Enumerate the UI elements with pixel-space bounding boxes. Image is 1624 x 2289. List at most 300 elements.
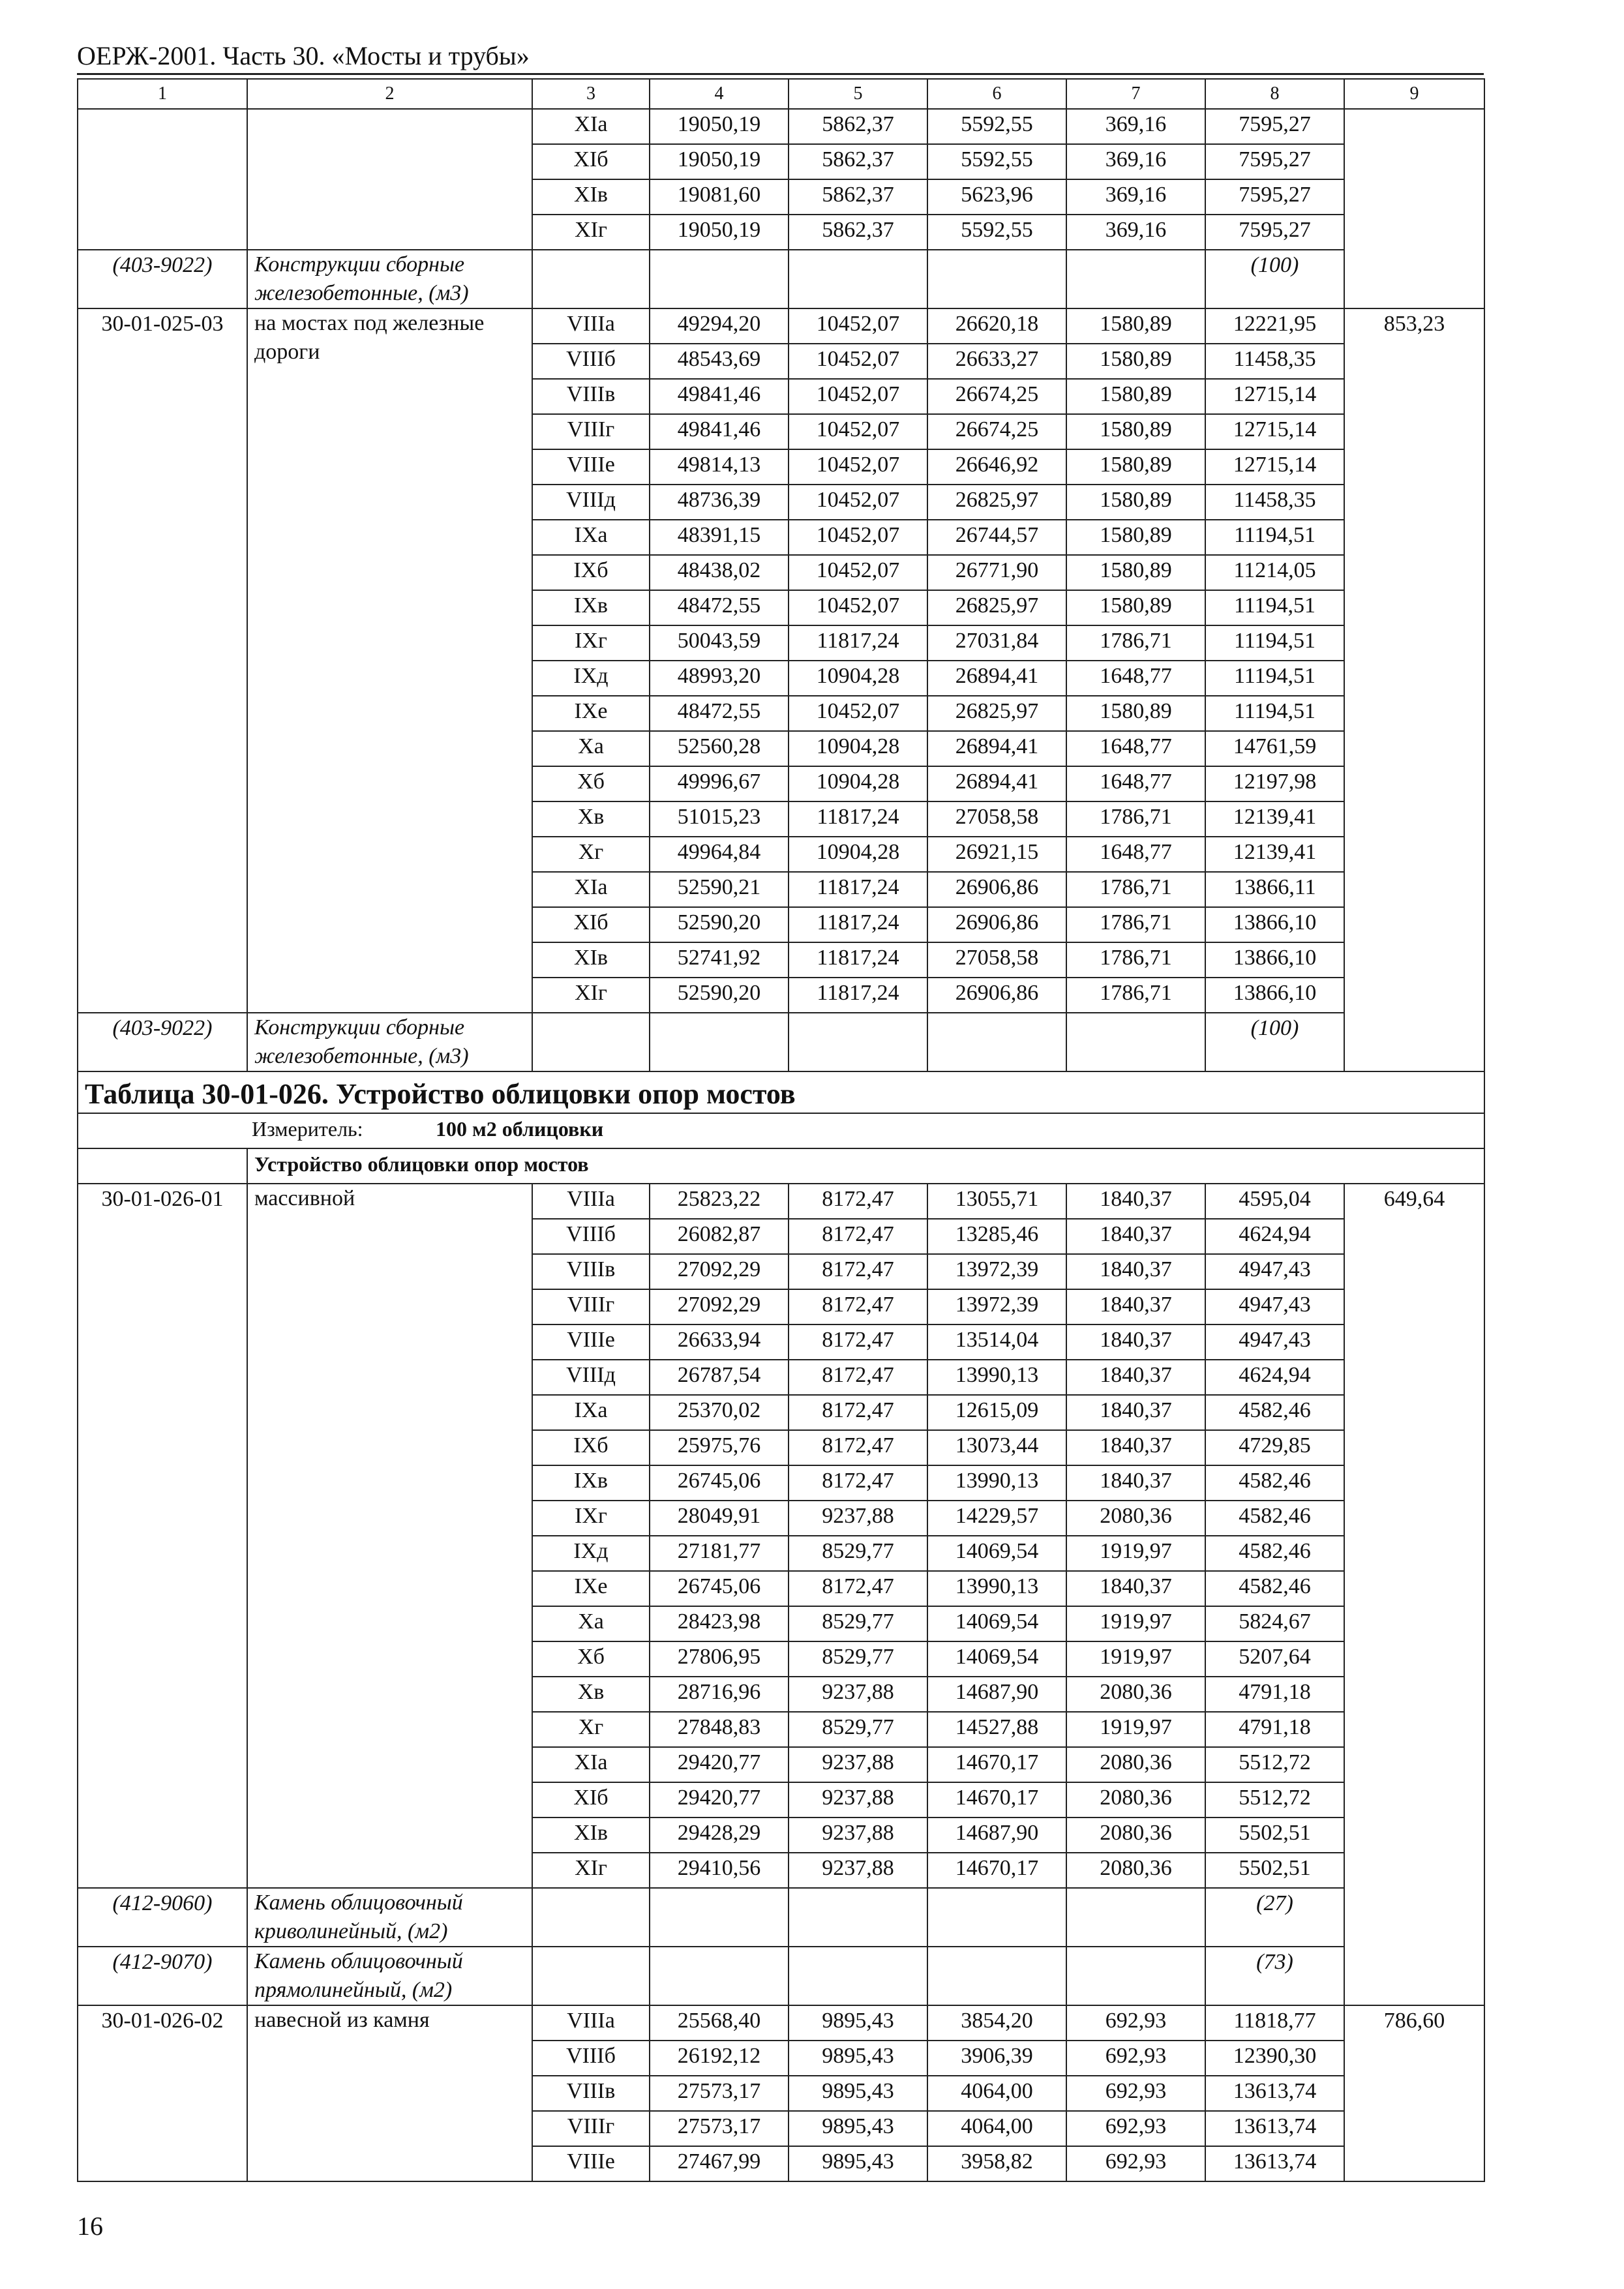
value-cell: 14069,54 [927,1641,1066,1677]
column-number: 9 [1344,79,1484,109]
value-cell: 26082,87 [650,1219,789,1254]
value-cell: 9895,43 [789,2111,927,2146]
value-cell: 48391,15 [650,520,789,555]
value-cell: 692,93 [1066,2146,1205,2181]
value-cell: 10904,28 [789,731,927,766]
value-cell: 1786,71 [1066,907,1205,942]
value-cell: 13990,13 [927,1360,1066,1395]
value-cell: 8172,47 [789,1360,927,1395]
value-cell: 8529,77 [789,1712,927,1747]
value-cell: 49814,13 [650,449,789,485]
column-number: 4 [650,79,789,109]
value-cell: 5862,37 [789,179,927,215]
code-cell: 30-01-026-01 [78,1184,247,1888]
measure-value: 100 м2 облицовки [436,1117,604,1141]
value-cell: 1648,77 [1066,766,1205,801]
value-cell: 1919,97 [1066,1641,1205,1677]
value-cell: 8172,47 [789,1289,927,1324]
value-cell: 52741,92 [650,942,789,978]
value-cell: 11194,51 [1205,625,1344,661]
page-number: 16 [77,2211,103,2241]
value-cell: 8172,47 [789,1430,927,1465]
value-cell: 27031,84 [927,625,1066,661]
value-cell: 8172,47 [789,1254,927,1289]
zone-cell: IXг [532,1501,650,1536]
value-cell: 26633,27 [927,344,1066,379]
value-cell: 49996,67 [650,766,789,801]
value-cell: 4582,46 [1205,1465,1344,1501]
value-cell: 2080,36 [1066,1501,1205,1536]
value-cell: 5502,51 [1205,1853,1344,1888]
value-cell: 4947,43 [1205,1254,1344,1289]
value-cell: 4064,00 [927,2076,1066,2111]
value-cell: 1786,71 [1066,801,1205,837]
value-cell: 26921,15 [927,837,1066,872]
resource-code: (403-9022) [78,250,247,308]
value-cell: 1840,37 [1066,1289,1205,1324]
value-cell: 13866,10 [1205,907,1344,942]
value-cell: 28716,96 [650,1677,789,1712]
column-number-row [78,79,1484,109]
value-cell: 9237,88 [789,1853,927,1888]
value-cell: 369,16 [1066,179,1205,215]
value-cell: 26787,54 [650,1360,789,1395]
value-cell: 4582,46 [1205,1501,1344,1536]
empty-cell [927,250,1066,308]
column-number: 8 [1205,79,1344,109]
value-cell: 26771,90 [927,555,1066,590]
value-cell: 27573,17 [650,2076,789,2111]
zone-cell: VIIIв [532,379,650,414]
value-cell: 4582,46 [1205,1536,1344,1571]
header-rule [77,73,1484,75]
value-cell: 11818,77 [1205,2005,1344,2041]
value-cell: 26825,97 [927,696,1066,731]
value-cell: 4595,04 [1205,1184,1344,1219]
zone-cell: VIIIг [532,414,650,449]
value-cell: 49841,46 [650,379,789,414]
resource-name: Камень облицовочный прямолинейный, (м2) [247,1947,532,2005]
value-cell: 29428,29 [650,1818,789,1853]
value-cell: 49841,46 [650,414,789,449]
value-cell: 13514,04 [927,1324,1066,1360]
zone-cell: Xа [532,1606,650,1641]
empty-cell [650,1888,789,1947]
section-title: Устройство облицовки опор мостов [247,1148,1484,1184]
value-cell: 5862,37 [789,144,927,179]
zone-cell: XIв [532,1818,650,1853]
value-cell: 13866,10 [1205,942,1344,978]
col9-cell [1344,109,1484,308]
value-cell: 11214,05 [1205,555,1344,590]
value-cell: 13866,10 [1205,978,1344,1013]
empty-cell [789,1947,927,2005]
value-cell: 11817,24 [789,942,927,978]
value-cell: 10452,07 [789,308,927,344]
value-cell: 1580,89 [1066,344,1205,379]
zone-cell: VIIIб [532,1219,650,1254]
value-cell: 26894,41 [927,766,1066,801]
value-cell: 5623,96 [927,179,1066,215]
table-row [78,109,1484,144]
empty-cell [927,1947,1066,2005]
value-cell: 14069,54 [927,1606,1066,1641]
value-cell: 9895,43 [789,2076,927,2111]
value-cell: 14687,90 [927,1677,1066,1712]
value-cell: 1648,77 [1066,837,1205,872]
value-cell: 3958,82 [927,2146,1066,2181]
rates-table-body [78,79,1484,2181]
value-cell: 10904,28 [789,837,927,872]
value-cell: 1919,97 [1066,1536,1205,1571]
zone-cell: XIв [532,942,650,978]
value-cell: 1840,37 [1066,1571,1205,1606]
value-cell: 4791,18 [1205,1677,1344,1712]
zone-cell: VIIIд [532,485,650,520]
zone-cell: VIIIа [532,2005,650,2041]
value-cell: 12197,98 [1205,766,1344,801]
value-cell: 25370,02 [650,1395,789,1430]
value-cell: 29420,77 [650,1782,789,1818]
value-cell: 10452,07 [789,520,927,555]
zone-cell: VIIIа [532,308,650,344]
value-cell: 13055,71 [927,1184,1066,1219]
value-cell: 10452,07 [789,449,927,485]
value-cell: 29410,56 [650,1853,789,1888]
zone-cell: Xг [532,837,650,872]
value-cell: 27058,58 [927,801,1066,837]
zone-cell: XIб [532,907,650,942]
value-cell: 8529,77 [789,1641,927,1677]
value-cell: 11817,24 [789,978,927,1013]
empty-cell [532,1888,650,1947]
value-cell: 1840,37 [1066,1324,1205,1360]
empty-cell [650,1013,789,1071]
value-cell: 5824,67 [1205,1606,1344,1641]
value-cell: 3854,20 [927,2005,1066,2041]
value-cell: 26674,25 [927,414,1066,449]
resource-row [78,1888,1484,1947]
value-cell: 1786,71 [1066,625,1205,661]
resource-code: (412-9060) [78,1888,247,1947]
zone-cell: VIIIд [532,1360,650,1395]
zone-cell: XIг [532,215,650,250]
value-cell: 9895,43 [789,2146,927,2181]
zone-cell: XIв [532,179,650,215]
empty-cell [1066,1013,1205,1071]
value-cell: 19050,19 [650,144,789,179]
resource-code: (412-9070) [78,1947,247,2005]
value-cell: 50043,59 [650,625,789,661]
value-cell: 9237,88 [789,1677,927,1712]
value-cell: 8529,77 [789,1536,927,1571]
value-cell: 48472,55 [650,590,789,625]
zone-cell: VIIIб [532,2041,650,2076]
value-cell: 4582,46 [1205,1571,1344,1606]
value-cell: 11194,51 [1205,520,1344,555]
value-cell: 9237,88 [789,1747,927,1782]
empty-cell [532,1013,650,1071]
zone-cell: IXд [532,661,650,696]
zone-cell: XIг [532,978,650,1013]
value-cell: 1840,37 [1066,1430,1205,1465]
value-cell: 10904,28 [789,766,927,801]
zone-cell: VIIIе [532,449,650,485]
value-cell: 692,93 [1066,2111,1205,2146]
col9-cell: 649,64 [1344,1184,1484,2005]
value-cell: 1840,37 [1066,1219,1205,1254]
zone-cell: IXа [532,520,650,555]
resource-name: Камень облицовочный криволинейный, (м2) [247,1888,532,1947]
value-cell: 1580,89 [1066,449,1205,485]
value-cell: 26906,86 [927,907,1066,942]
value-cell: 1786,71 [1066,978,1205,1013]
zone-cell: Xа [532,731,650,766]
value-cell: 13613,74 [1205,2111,1344,2146]
value-cell: 9895,43 [789,2041,927,2076]
value-cell: 5592,55 [927,109,1066,144]
value-cell: 9895,43 [789,2005,927,2041]
value-cell: 2080,36 [1066,1853,1205,1888]
value-cell: 4582,46 [1205,1395,1344,1430]
zone-cell: Xг [532,1712,650,1747]
value-cell: 4947,43 [1205,1289,1344,1324]
value-cell: 12139,41 [1205,837,1344,872]
value-cell: 1840,37 [1066,1395,1205,1430]
value-cell: 25568,40 [650,2005,789,2041]
value-cell: 5207,64 [1205,1641,1344,1677]
value-cell: 27092,29 [650,1254,789,1289]
value-cell: 7595,27 [1205,109,1344,144]
zone-cell: VIIIе [532,1324,650,1360]
zone-cell: Xв [532,801,650,837]
value-cell: 10452,07 [789,590,927,625]
value-cell: 26646,92 [927,449,1066,485]
value-cell: 19050,19 [650,109,789,144]
resource-row [78,1947,1484,2005]
value-cell: 1840,37 [1066,1184,1205,1219]
value-cell: 12715,14 [1205,414,1344,449]
table-row [78,308,1484,344]
value-cell: 27467,99 [650,2146,789,2181]
value-cell: 8172,47 [789,1465,927,1501]
zone-cell: VIIIг [532,2111,650,2146]
value-cell: 8172,47 [789,1571,927,1606]
value-cell: 52560,28 [650,731,789,766]
rates-table [77,78,1485,2182]
value-cell: 1580,89 [1066,414,1205,449]
value-cell: 12221,95 [1205,308,1344,344]
value-cell: 1840,37 [1066,1254,1205,1289]
value-cell: 26674,25 [927,379,1066,414]
value-cell: 28423,98 [650,1606,789,1641]
value-cell: 1580,89 [1066,590,1205,625]
value-cell: 26745,06 [650,1571,789,1606]
zone-cell: VIIIв [532,1254,650,1289]
value-cell: 52590,20 [650,978,789,1013]
value-cell: 1580,89 [1066,308,1205,344]
value-cell: 51015,23 [650,801,789,837]
value-cell: 26894,41 [927,731,1066,766]
value-cell: 13866,11 [1205,872,1344,907]
value-cell: 14527,88 [927,1712,1066,1747]
value-cell: 26894,41 [927,661,1066,696]
value-cell: 27573,17 [650,2111,789,2146]
value-cell: 4947,43 [1205,1324,1344,1360]
zone-cell: XIа [532,872,650,907]
measure-label: Измеритель: [252,1117,363,1141]
empty-cell [927,1888,1066,1947]
empty-cell [789,250,927,308]
value-cell: 7595,27 [1205,179,1344,215]
value-cell: 14687,90 [927,1818,1066,1853]
value-cell: 1580,89 [1066,696,1205,731]
empty-cell [532,1947,650,2005]
table-title: Таблица 30-01-026. Устройство облицовки опор мостов [78,1071,1484,1113]
value-cell: 8172,47 [789,1184,927,1219]
value-cell: 14229,57 [927,1501,1066,1536]
value-cell: 9237,88 [789,1818,927,1853]
value-cell: 2080,36 [1066,1818,1205,1853]
value-cell: 13990,13 [927,1465,1066,1501]
value-cell: 10452,07 [789,344,927,379]
value-cell: 11817,24 [789,907,927,942]
value-cell: 1580,89 [1066,555,1205,590]
value-cell: 12390,30 [1205,2041,1344,2076]
value-cell: 1840,37 [1066,1465,1205,1501]
zone-cell: XIа [532,109,650,144]
value-cell: 1580,89 [1066,379,1205,414]
value-cell: 52590,21 [650,872,789,907]
zone-cell: XIа [532,1747,650,1782]
value-cell: 4624,94 [1205,1219,1344,1254]
value-cell: 29420,77 [650,1747,789,1782]
value-cell: 14670,17 [927,1782,1066,1818]
value-cell: 26825,97 [927,485,1066,520]
value-cell: 26633,94 [650,1324,789,1360]
value-cell: 8172,47 [789,1219,927,1254]
column-number: 1 [78,79,247,109]
name-cell: массивной [247,1184,532,1888]
value-cell: 13073,44 [927,1430,1066,1465]
value-cell: 26192,12 [650,2041,789,2076]
value-cell: 27806,95 [650,1641,789,1677]
empty-cell [1066,250,1205,308]
value-cell: 13613,74 [1205,2146,1344,2181]
value-cell: 1919,97 [1066,1712,1205,1747]
zone-cell: IXа [532,1395,650,1430]
page-header: ОЕРЖ-2001. Часть 30. «Мосты и трубы» [77,41,530,70]
value-cell: 26744,57 [927,520,1066,555]
resource-row [78,250,1484,308]
value-cell: 10452,07 [789,696,927,731]
value-cell: 52590,20 [650,907,789,942]
value-cell: 1840,37 [1066,1360,1205,1395]
value-cell: 19081,60 [650,179,789,215]
zone-cell: VIIIе [532,2146,650,2181]
value-cell: 48543,69 [650,344,789,379]
value-cell: 4729,85 [1205,1430,1344,1465]
column-number: 3 [532,79,650,109]
empty-cell [1066,1888,1205,1947]
empty-cell [650,1947,789,2005]
empty-cell [1066,1947,1205,2005]
value-cell: 5512,72 [1205,1747,1344,1782]
value-cell: 10452,07 [789,414,927,449]
value-cell: 13285,46 [927,1219,1066,1254]
name-cell: на мостах под железные дороги [247,308,532,1013]
value-cell: 48438,02 [650,555,789,590]
empty-cell [789,1888,927,1947]
value-cell: 5862,37 [789,109,927,144]
value-cell: 8172,47 [789,1395,927,1430]
value-cell: 1648,77 [1066,731,1205,766]
col9-cell: 853,23 [1344,308,1484,1071]
value-cell: 692,93 [1066,2005,1205,2041]
value-cell: 25975,76 [650,1430,789,1465]
value-cell: 1786,71 [1066,942,1205,978]
zone-cell: XIб [532,1782,650,1818]
value-cell: 3906,39 [927,2041,1066,2076]
zone-cell: XIг [532,1853,650,1888]
zone-cell: IXв [532,590,650,625]
value-cell: 369,16 [1066,215,1205,250]
column-number: 5 [789,79,927,109]
value-cell: 5592,55 [927,144,1066,179]
value-cell: 12715,14 [1205,379,1344,414]
value-cell: 14761,59 [1205,731,1344,766]
value-cell: 13990,13 [927,1571,1066,1606]
zone-cell: IXе [532,1571,650,1606]
value-cell: 5512,72 [1205,1782,1344,1818]
value-cell: 11458,35 [1205,344,1344,379]
measure-row [78,1113,1484,1148]
value-cell: 26906,86 [927,978,1066,1013]
value-cell: 1919,97 [1066,1606,1205,1641]
value-cell: 692,93 [1066,2041,1205,2076]
value-cell: 9237,88 [789,1782,927,1818]
code-cell: 30-01-026-02 [78,2005,247,2181]
zone-cell: IXб [532,555,650,590]
resource-qty: (73) [1205,1947,1344,2005]
code-cell: 30-01-025-03 [78,308,247,1013]
column-number: 6 [927,79,1066,109]
resource-qty: (100) [1205,250,1344,308]
empty-cell [78,1148,247,1184]
value-cell: 10452,07 [789,555,927,590]
table-row [78,1184,1484,1219]
resource-row [78,1013,1484,1071]
value-cell: 2080,36 [1066,1677,1205,1712]
value-cell: 369,16 [1066,109,1205,144]
value-cell: 369,16 [1066,144,1205,179]
zone-cell: Xб [532,766,650,801]
value-cell: 12615,09 [927,1395,1066,1430]
table-title-row [78,1071,1484,1113]
value-cell: 49964,84 [650,837,789,872]
value-cell: 9237,88 [789,1501,927,1536]
value-cell: 27092,29 [650,1289,789,1324]
value-cell: 4624,94 [1205,1360,1344,1395]
value-cell: 13613,74 [1205,2076,1344,2111]
col9-cell: 786,60 [1344,2005,1484,2181]
zone-cell: IXв [532,1465,650,1501]
measure-cell [78,1113,1484,1148]
zone-cell: XIб [532,144,650,179]
value-cell: 2080,36 [1066,1747,1205,1782]
code-cell [78,109,247,250]
value-cell: 26906,86 [927,872,1066,907]
